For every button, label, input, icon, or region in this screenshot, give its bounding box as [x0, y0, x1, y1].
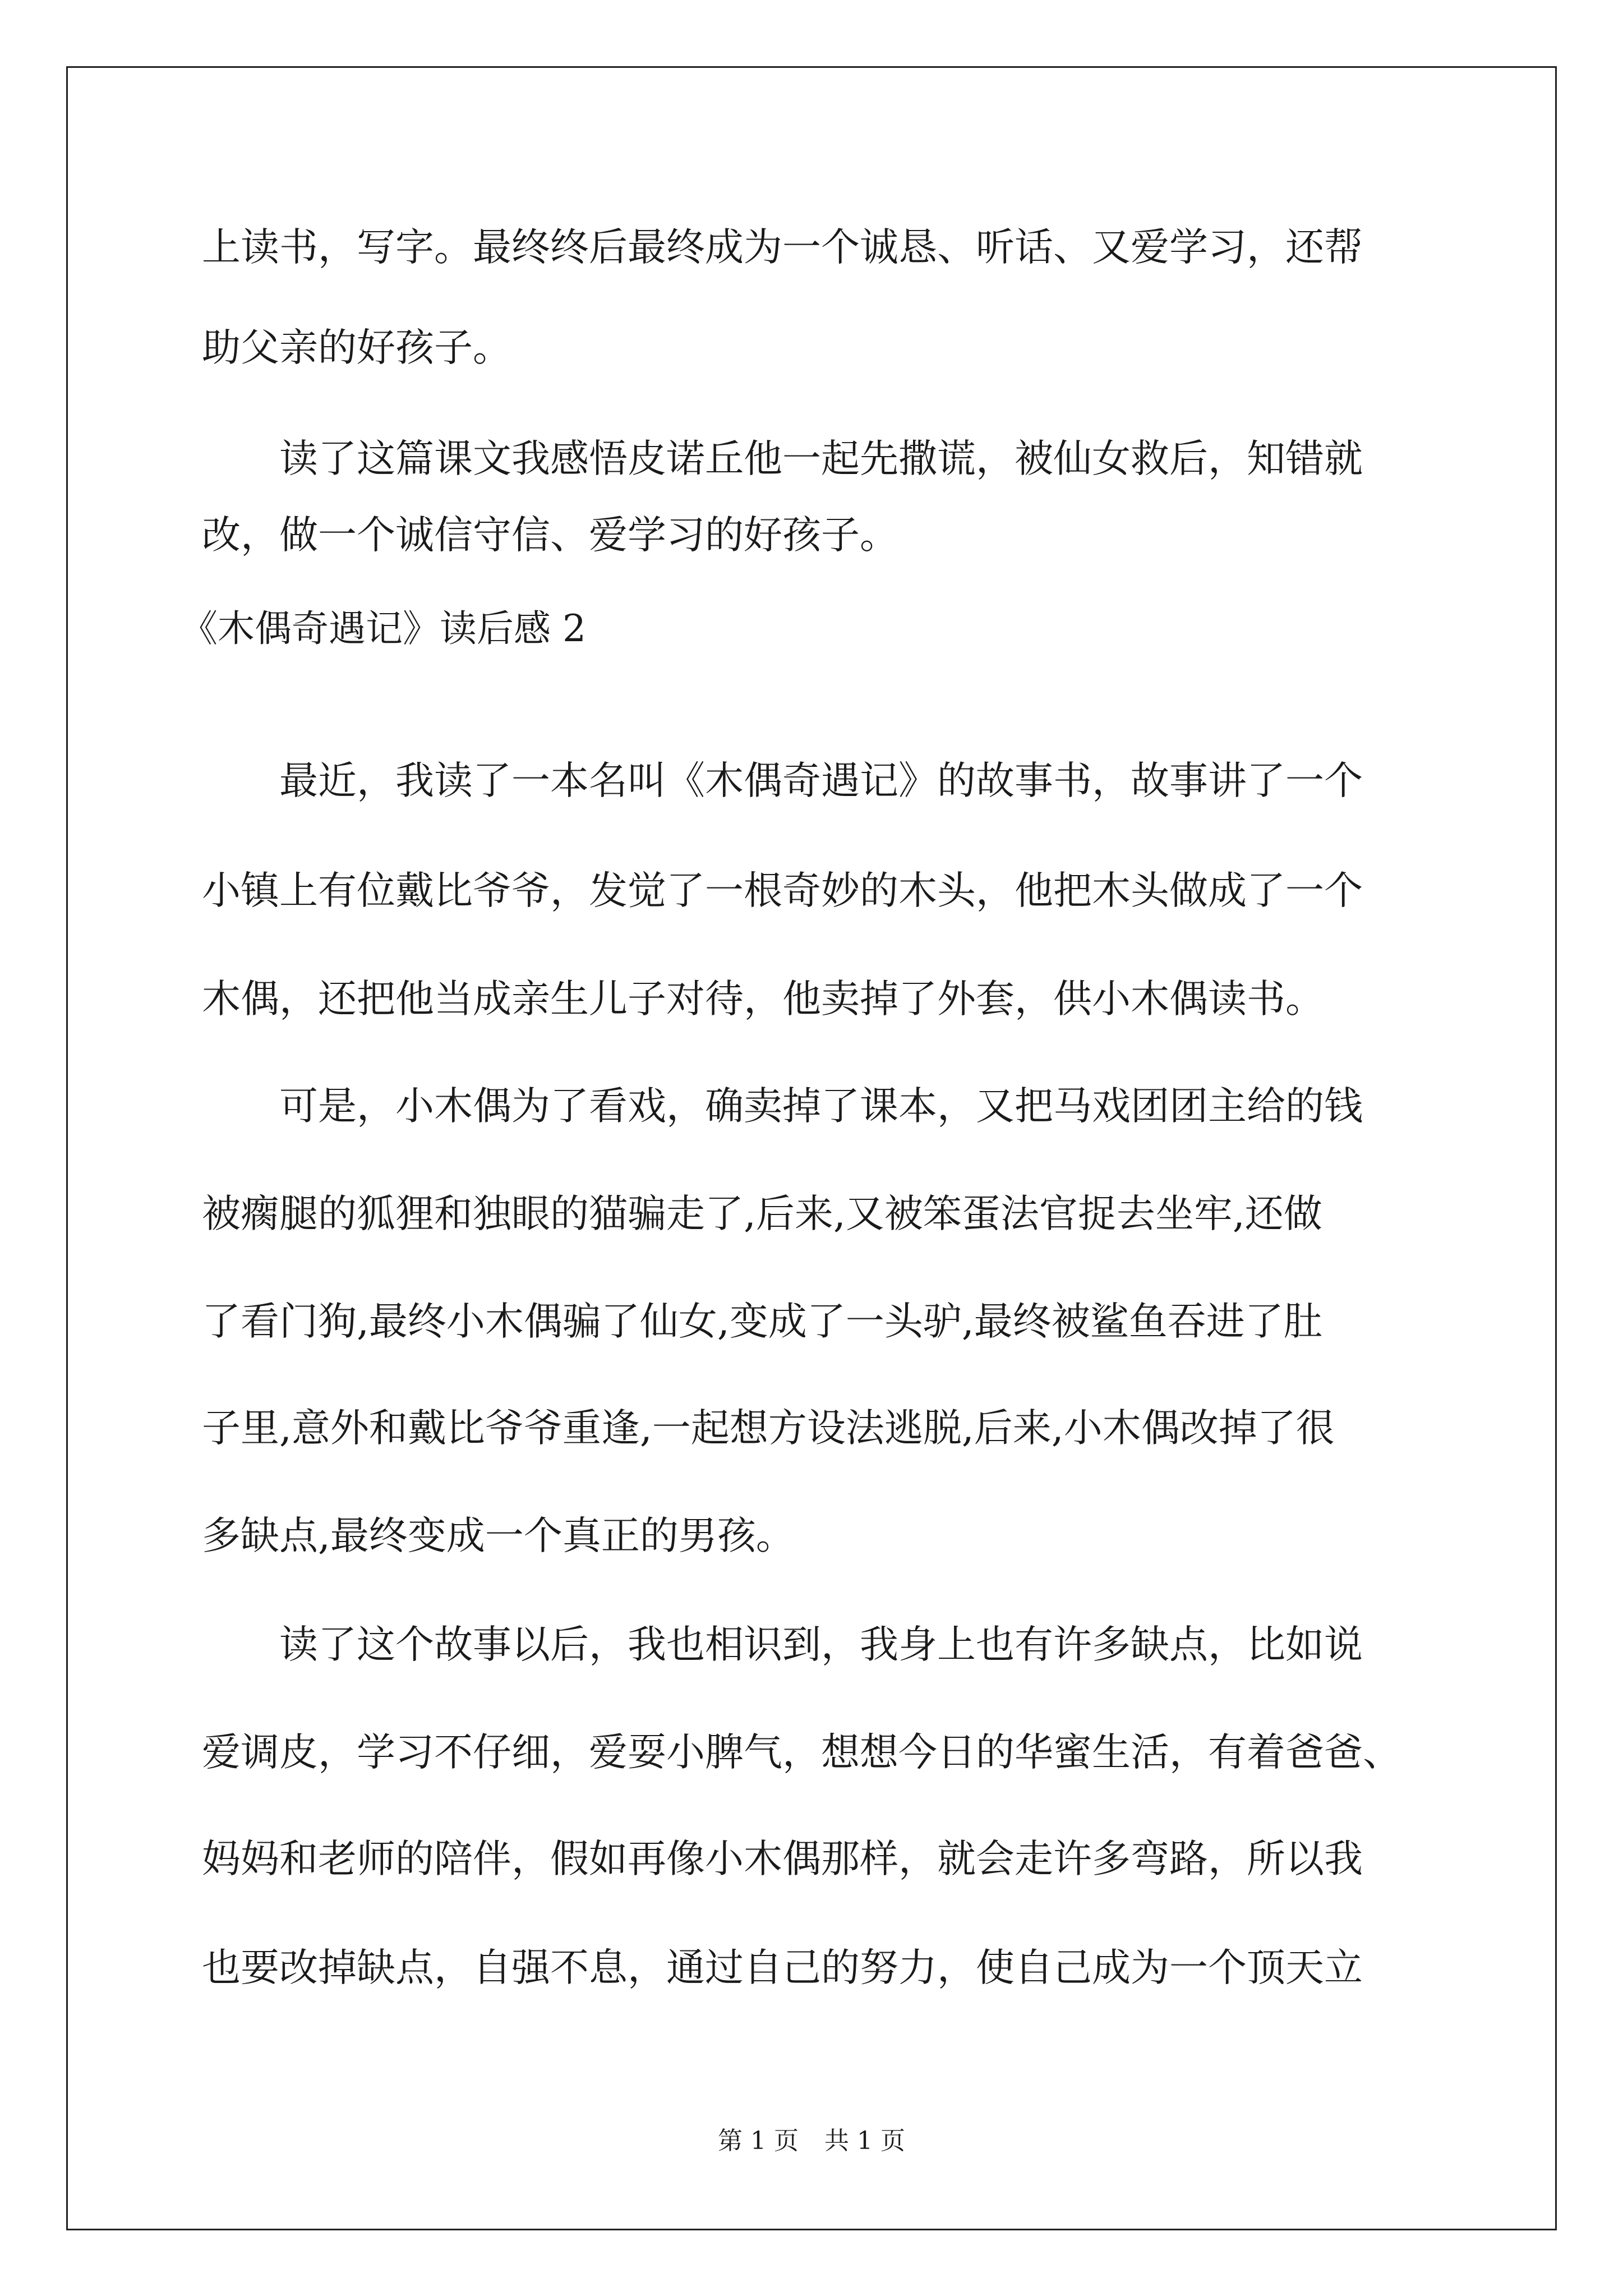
text-line-3: 读了这篇课文我感悟皮诺丘他一起先撒谎，被仙女救后，知错就 [202, 436, 1363, 481]
text-line-7: 小镇上有位戴比爷爷，发觉了一根奇妙的木头，他把木头做成了一个 [202, 868, 1363, 913]
text-line-15: 爱调皮，学习不仔细，爱耍小脾气，想想今日的华蜜生活，有着爸爸、 [202, 1730, 1401, 1775]
text-line-16: 妈妈和老师的陪伴，假如再像小木偶那样，就会走许多弯路，所以我 [202, 1837, 1363, 1881]
page-number: 第 1 页 [718, 2127, 799, 2155]
text-line-11: 了看门狗,最终小木偶骗了仙女,变成了一头驴,最终被鲨鱼吞进了肚 [202, 1299, 1322, 1344]
text-line-13: 多缺点,最终变成一个真正的男孩。 [202, 1513, 795, 1558]
text-line-9: 可是，小木偶为了看戏，确卖掉了课本，又把马戏团团主给的钱 [202, 1084, 1363, 1129]
page-border [66, 66, 1557, 2230]
text-line-10: 被瘸腿的狐狸和独眼的猫骗走了,后来,又被笨蛋法官捉去坐牢,还做 [202, 1191, 1322, 1236]
text-line-17: 也要改掉缺点，自强不息，通过自己的努力，使自己成为一个顶天立 [202, 1945, 1363, 1990]
text-line-6: 最近，我读了一本名叫《木偶奇遇记》的故事书，故事讲了一个 [202, 758, 1363, 803]
page-footer [0, 2129, 1623, 2154]
text-line-1: 上读书，写字。最终终后最终成为一个诚恳、听话、又爱学习，还帮 [202, 225, 1363, 270]
text-line-2: 助父亲的好孩子。 [202, 325, 511, 370]
text-line-8: 木偶，还把他当成亲生儿子对待，他卖掉了外套，供小木偶读书。 [202, 977, 1324, 1022]
text-line-12: 子里,意外和戴比爷爷重逢,一起想方设法逃脱,后来,小木偶改掉了很 [202, 1406, 1335, 1451]
section-title: 《木偶奇遇记》读后感 2 [181, 607, 586, 650]
text-line-14: 读了这个故事以后，我也相识到，我身上也有许多缺点，比如说 [202, 1622, 1363, 1667]
page-total: 共 1 页 [824, 2127, 905, 2155]
text-line-4: 改，做一个诚信守信、爱学习的好孩子。 [202, 513, 898, 558]
